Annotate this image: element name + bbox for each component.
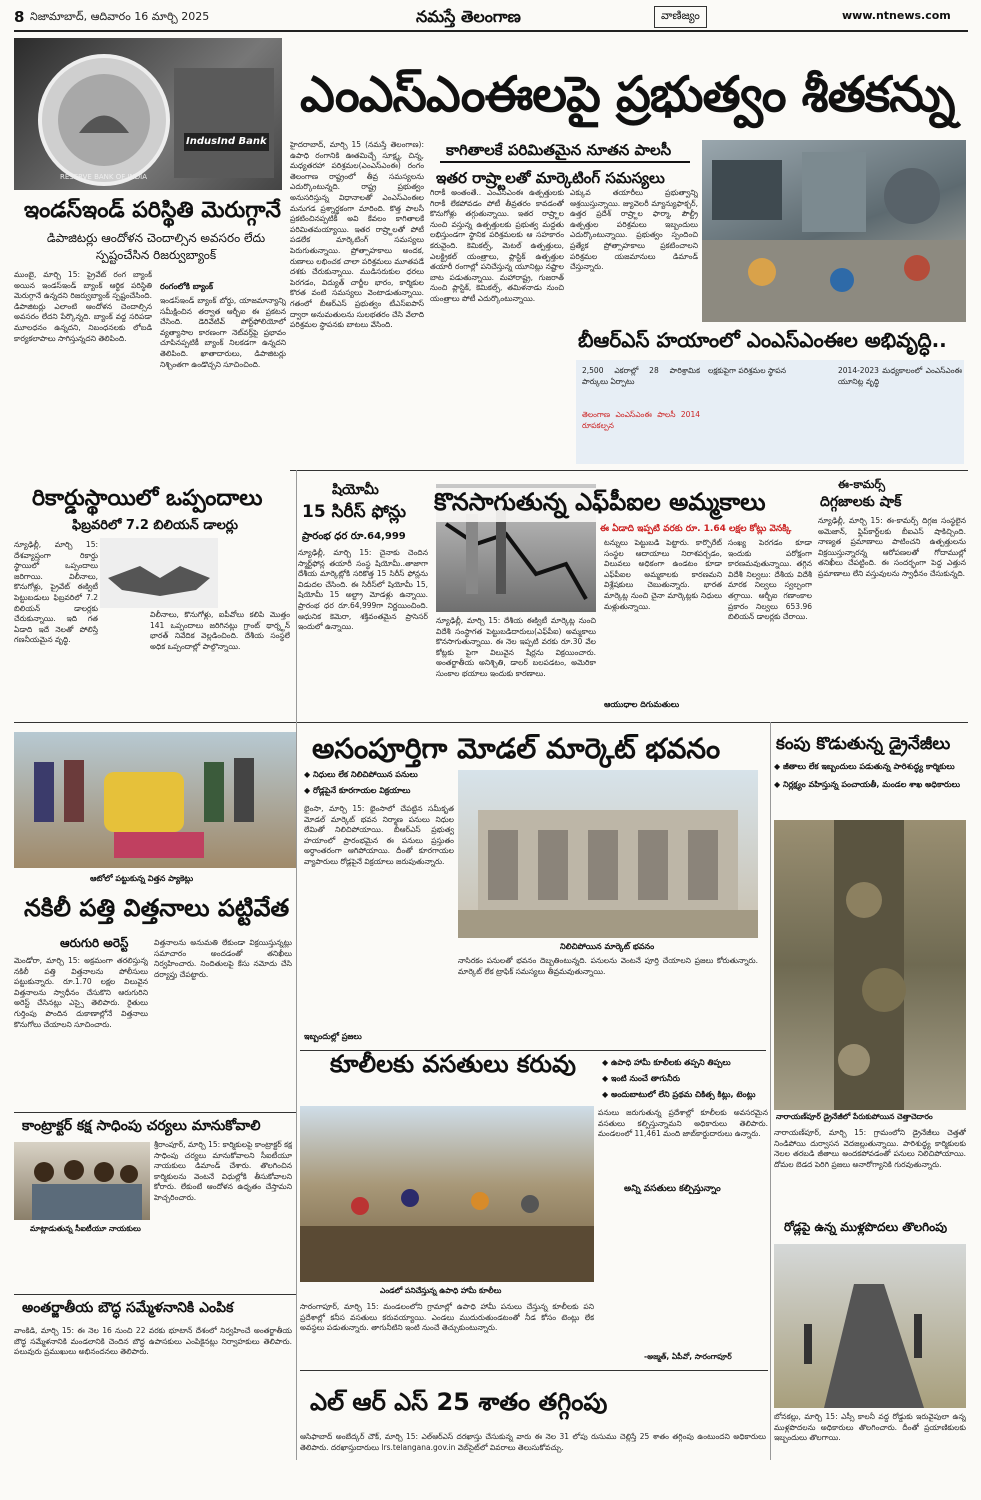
contractor-body: శ్రీరాంపూర్, మార్చి 15: కార్మికులపై కాంట్రాక్టర్ కక్ష సాధింపు చర్యలు మానుకోవాలని సీఐటీయూ నాయకులు డిమాండ్ చేశారు. తొలగించిన కార్మికులను వెంటనే విధుల్లోకి తీసుకోవాలని కోరారు. లేకుంటే ఆందోళన ఉధృతం చేస్తామని హెచ్చరించారు.: [154, 1140, 292, 1202]
fpi-body: న్యూఢిల్లీ, మార్చి 15: దేశీయ ఈక్విటీ మార్కెట్ల నుంచి విదేశీ సంస్థాగత పెట్టుబడిదారులు(ఎఫ్‌పీఐ) అమ్మకాలు కొనసాగుతున్నాయి. ఈ నెల ఇప్పటి వరకు రూ.30 వేల కోట్లకు పైగా విలువైన షేర్లను విక్రయించారు. అంతర్జాతీయ అనిశ్చితి, డాలర్ బలపడటం, అమెరికా సుంకాల భయాలు ఇందుకు కారణాలు.: [436, 616, 596, 678]
dateline: నిజామాబాద్, ఆదివారం 16 మార్చి 2025: [30, 10, 210, 23]
lead-deck-1: కాగితాలకే పరిమితమైన నూతన పాలసీ: [446, 141, 672, 159]
lead-subhead: బీఆర్ఎస్ హయాంలో ఎంఎస్ఎంఈల అభివృద్ధి..: [578, 328, 947, 352]
trade-headline: రికార్డుస్థాయిలో ఒప్పందాలు: [32, 486, 263, 511]
lead-stat-3: లక్షకుపైగా పరిశ్రమల స్థాపన: [708, 366, 787, 375]
rule-1: [290, 470, 968, 471]
indusind-sub: రంగంలోకి బ్యాంక్: [160, 282, 214, 291]
lead-deck-2: ఇతర రాష్ర్టాలతో మార్కెటింగ్ సమస్యలు: [436, 169, 665, 187]
indusind-col2: ఇండస్ఇండ్ బ్యాంక్ బోర్డు, యాజమాన్యాన్ని సమీక్షించిన తర్వాత ఆర్బీఐ ఈ ప్రకటన చేసింది. డెరివేటివ్ పోర్ట్‌ఫోలియోలో వ్యత్యాసాల కారణంగా నెట్‌వర్త్‌పై ప్రభావం చూపినప్పటికీ బ్యాంక్ నిలకడగా ఉన్నదని తెలిపింది. ఖాతాదారులు, డిపాజిటర్లు నిశ్చింతగా ఉండొచ్చని సూచించింది.: [160, 296, 286, 369]
drains-photo: [774, 820, 966, 1110]
labour-b1-text: ఉపాధి హామీ కూలీలకు తప్పని తిప్పలు: [610, 1058, 731, 1067]
labour-photo: [300, 1106, 594, 1282]
xiaomi-price: ప్రారంభ ధర రూ.64,999: [302, 531, 406, 542]
trade-body: న్యూఢిల్లీ, మార్చి 15: దేశవ్యాప్తంగా రికార్డు స్థాయిలో ఒప్పందాలు జరిగాయి. విలీనాలు, కొనుగోళ్లు, ప్రైవేట్ ఈక్విటీ పెట్టుబడులు ఫిబ్రవరిలో 7.2 బిలియన్ డాలర్లకు చేరుకున్నాయి. ఇది గత ఏడాది ఇదే నెలతో పోలిస్తే గణనీయమైన వృద్ధి.: [14, 540, 98, 645]
header-bar: [14, 30, 968, 32]
xiaomi-headline: 15 సిరీస్ ఫోన్లు: [302, 502, 407, 522]
labour-col2: పనులు జరుగుతున్న ప్రదేశాల్లో కూలీలకు అవసరమైన వసతులు కల్పిస్తున్నామని అధికారులు తెలిపారు. మండలంలో 11,461 మంది జాబ్‌కార్డుదారులు ఉన్నారు.: [598, 1108, 768, 1139]
seeds-col2: విత్తనాలను అనుమతి లేకుండా విక్రయిస్తున్నట్లు సమాచారం అందడంతో తనిఖీలు నిర్వహించారు. నిందితులపై కేసు నమోదు చేసి దర్యాప్తు చేపట్టారు.: [154, 938, 292, 979]
lead-headline: ఎంఎస్ఎంఈలపై ప్రభుత్వం శీతకన్ను: [300, 66, 955, 123]
lead-col3: ఎక్కువ తయారీలు ప్రభుత్వాన్ని ఆశ్రయిస్తున్నాయి. జ్యువెలరీ మ్యాన్యుఫాక్చర్, ఉత్తర ప్రదేశ్ రాష్ర్టాల ఫార్మా, పౌల్ట్రీ ఉత్పత్తుల పరిశ్రమలు ఇబ్బందులు ఎదుర్కొంటున్నాయి. ప్రభుత్వం స్పందించి ప్రత్యేక ప్రోత్సాహకాలు ప్రకటించాలని పరిశ్రమల యజమానులు డిమాండ్ చేస్తున్నారు.: [570, 188, 698, 272]
ecom-kicker: ఈ-కామర్స్: [838, 478, 886, 491]
drains-caption: నారాయణ్‌పూర్ డ్రైనేజీలో పేరుకుపోయిన చెత్తాచెదారం: [776, 1112, 933, 1121]
trade-deck: ఫిబ్రవరిలో 7.2 బిలియన్ డాలర్లు: [72, 518, 239, 533]
seeds-sub: ఆరుగురి అరెస్ట్: [60, 936, 129, 950]
rule-3: [14, 1112, 296, 1113]
drains-b1-text: జీతాలు లేక ఇబ్బందులు పడుతున్న పారిశుద్ధ్య కార్మికులు: [782, 762, 955, 771]
seeds-photo: [14, 732, 296, 868]
labour-b2-text: ఇంటి నుంచే తాగునీరు: [610, 1074, 681, 1083]
fpi-col3: సంఖ్య పెరగడం కూడా ఇందుకు పరోక్షంగా కారణమవుతున్నాయి. తగ్గిన విదేశీ నిల్వలు: దేశీయ విదేశీ మారక నిల్వలు స్వల్పంగా తగ్గాయి. ఆర్బీఐ గణాంకాల ప్రకారం నిల్వలు 653.96 బిలియన్ డాలర్లకు చేరాయి.: [728, 538, 812, 622]
trade-col2: విలీనాలు, కొనుగోళ్లు, ఐపీవోలు కలిపి మొత్తం 141 ఒప్పందాలు జరిగినట్లు గ్రాంట్ థార్న్టన్ భారత్ నివేదిక వెల్లడించింది. దేశీయ సంస్థలే అధిక ఒప్పందాల్లో పాల్గొన్నాయి.: [150, 610, 290, 651]
market-sub: ఇబ్బందుల్లో ప్రజలు: [304, 1032, 362, 1041]
rbi-seal-text: RESERVE BANK OF INDIA: [60, 173, 148, 181]
handshake-photo: [100, 538, 218, 608]
labour-b3-text: అందుబాటులో లేని ప్రథమ చికిత్స కిట్లు, టెంట్లు: [610, 1090, 756, 1099]
labour-b3: ◆ అందుబాటులో లేని ప్రథమ చికిత్స కిట్లు, టెంట్లు: [602, 1090, 756, 1099]
masthead: నమస్తే తెలంగాణ: [416, 7, 521, 26]
drains-b1: ◆ జీతాలు లేక ఇబ్బందులు పడుతున్న పారిశుద్ధ్య కార్మికులు: [774, 762, 955, 771]
lead-stat-2: తెలంగాణ ఎంఎస్ఎంఈ పాలసీ 2014 రూపకల్పన: [582, 410, 700, 430]
lead-stat-4: 2014-2023 మధ్యకాలంలో ఎంఎస్ఎంఈ యూనిట్ల వృద్ధి: [838, 366, 962, 386]
labour-headline: కూలీలకు వసతులు కరువు: [330, 1050, 576, 1078]
market-b1: ◆ నిధులు లేక నిలిచిపోయిన పనులు: [304, 770, 418, 779]
drains-headline: కంపు కొడుతున్న డ్రైనేజీలు: [776, 734, 951, 754]
indusind-body: ముంబై, మార్చి 15: ప్రైవేట్ రంగ బ్యాంక్ అయిన ఇండస్ఇండ్ బ్యాంక్ ఆర్థిక పరిస్థితి మెరుగ్గానే ఉన్నదని రిజర్వుబ్యాంక్ స్పష్టంచేసింది. డిపాజిటర్లు ఎలాంటి ఆందోళన చెందాల్సిన అవసరం లేదని పేర్కొన్నది. బ్యాంక్ వద్ద సరిపడా మూలధనం ఉన్నదని, నిబంధనలకు లోబడి కార్యకలాపాలు సాగిస్తున్నదని తెలిపింది.: [14, 270, 152, 343]
buddha-headline: అంతర్జాతీయ బౌద్ధ సమ్మేళనానికి ఎంపిక: [22, 1300, 234, 1316]
rule-2: [14, 722, 968, 723]
rule-6: [300, 1370, 768, 1371]
seeds-body: మెండోరా, మార్చి 15: అక్రమంగా తరలిస్తున్న నకిలీ పత్తి విత్తనాలను పోలీసులు పట్టుకున్నారు. రూ.1.70 లక్షల విలువైన విత్తనాలను స్వాధీనం చేసుకొని ఆరుగురిని అరెస్ట్ చేసినట్లు ఎస్సై తెలిపారు. రైతులు గుర్తింపు పొందిన దుకాణాల్లోనే విత్తనాలు కొనుగోలు చేయాలని సూచించారు.: [14, 956, 148, 1029]
lrs-body: ఆసిఫాబాద్ అంబేద్కర్ చౌక్, మార్చి 15: ఎల్‌ఆర్‌ఎస్ దరఖాస్తు చేసుకున్న వారు ఈ నెల 31 లోపు రుసుము చెల్లిస్తే 25 శాతం తగ్గింపు ఉంటుందని అధికారులు తెలిపారు. దరఖాస్తుదారులు lrs.telangana.gov.in వెబ్‌సైట్‌లో వివరాలు తెలుసుకోవచ్చు.: [300, 1432, 766, 1452]
market-b2: ◆ రోడ్లపైనే కూరగాయల విక్రయాలు: [304, 786, 411, 795]
lrs-headline: ఎల్ ఆర్ ఎస్ 25 శాతం తగ్గింపు: [310, 1388, 608, 1416]
labour-body: సారంగాపూర్, మార్చి 15: మండలంలోని గ్రామాల్లో ఉపాధి హామీ పనులు చేస్తున్న కూలీలకు పని ప్రదేశాల్లో కనీస వసతులు కరువయ్యాయి. ఎండలు ముదురుతుండటంతో నీడ కోసం టెంట్లు లేక అవస్థలు పడుతున్నారు. తాగునీటిని ఇంటి నుంచే తెచ్చుకుంటున్నారు.: [300, 1302, 594, 1333]
market-headline: అసంపూర్తిగా మోడల్ మార్కెట్ భవనం: [312, 732, 721, 765]
market-body: భైంసా, మార్చి 15: భైంసాలో చేపట్టిన సమీకృత మోడల్ మార్కెట్ భవన నిర్మాణ పనులు నిధుల లేమితో నిలిచిపోయాయి. బీఆర్ఎస్ ప్రభుత్వ హయాంలో ప్రారంభమైన ఈ పనులు ప్రస్తుతం అర్ధాంతరంగా ఆగిపోయాయి. దీంతో కూరగాయల వ్యాపారులు రోడ్లపైనే విక్రయాలు జరుపుతున్నారు.: [304, 804, 454, 866]
fpi-col2: టన్నులు పెట్టుబడి పెట్టారు. కార్పొరేట్ సంస్థల ఆదాయాలు నిరాశపర్చడం, విలువలు అధికంగా ఉండటం కూడా ఎఫ్‌పీఐల అమ్మకాలకు కారణమని విశ్లేషకులు చెబుతున్నారు. భారత మార్కెట్ల నుంచి చైనా మార్కెట్లకు నిధులు మళ్లుతున్నాయి.: [604, 538, 722, 611]
xiaomi-kicker: షియోమీ: [332, 482, 379, 498]
lead-col2: గిరాకీ అంతంతే.. ఎంఎస్ఎంఈ ఉత్పత్తులకు గిరాకీ లేకపోవడం పోటీ తీవ్రతరం కావడంతో కొనుగోళ్లు తగ్గుతున్నాయి. ఇతర రాష్ర్టాల నుంచి వస్తున్న ఉత్పత్తులకు ప్రభుత్వ మద్దతు లభిస్తుండగా స్థానిక పరిశ్రమలకు ఆ సహకారం కరువైంది. కెమికల్స్, మెటల్ ఉత్పత్తులు, ఎలక్ట్రికల్ యంత్రాలు, ప్లాస్టిక్ ఉత్పత్తుల తయారీ రంగాల్లో పనిచేస్తున్న యూనిట్లు నష్టాల బాట పడుతున్నాయి. మహారాష్ట్ర, గుజరాత్ నుంచి ప్లాస్టిక్, కెమికల్స్, తమిళనాడు నుంచి యంత్రాలు పోటీ ఎదుర్కొంటున్నాయి.: [430, 188, 564, 303]
labour-sub: అన్ని వసతులు కల్పిస్తున్నాం: [624, 1184, 721, 1194]
rule-4: [14, 1294, 296, 1295]
lead-body: హైదరాబాద్, మార్చి 15 (నమస్తే తెలంగాణ): ఉపాధి రంగానికి ఊతమిచ్చే సూక్ష్మ, చిన్న, మధ్యతరహా పరిశ్రమల(ఎంఎస్ఎంఈ) రంగం తెలంగాణ రాష్ట్రంలో తీవ్ర సమస్యలను ఎదుర్కొంటున్నది. రాష్ట్ర ప్రభుత్వం అనుసరిస్తున్న విధానాలతో ఎంఎస్ఎంఈల మనుగడ ప్రశ్నార్థకంగా మారింది. కొత్త పాలసీ ప్రకటించినప్పటికీ అవి కేవలం కాగితాలకే పరిమితమయ్యాయి. ఇతర రాష్ర్టాలతో పోటీ పడలేక మార్కెటింగ్ సమస్యలు పెరుగుతున్నాయి. ప్రోత్సాహకాలు అందక, రుణాలు లభించక చాలా పరిశ్రమలు మూతపడే దశకు చేరుకున్నాయి. ముడిసరుకుల ధరలు పెరగడం, విద్యుత్ చార్జీల భారం, కార్మికుల కొరత వంటి సమస్యలు వెంటాడుతున్నాయి. గతంలో బీఆర్ఎస్ ప్రభుత్వం టీఎస్ఐపాస్ ద్వారా అనుమతులను సులభతరం చేసి వేలాది పరిశ్రమల స్థాపనకు బాటలు వేసింది.: [290, 140, 424, 330]
section-tag: వాణిజ్యం: [654, 6, 707, 28]
website: www.ntnews.com: [842, 9, 951, 22]
drains-sub: రోడ్లపై ఉన్న ముళ్లపొదలు తొలగింపు: [784, 1220, 948, 1234]
market-caption: నిలిచిపోయిన మార్కెట్ భవనం: [560, 942, 655, 951]
market-photo: [458, 770, 758, 938]
ecom-body: న్యూఢిల్లీ, మార్చి 15: ఈ-కామర్స్ దిగ్గజ సంస్థలైన అమెజాన్, ఫ్లిప్‌కార్ట్‌లకు బీఐఎస్ షాకిచ్చింది. నాణ్యత ప్రమాణాలు పాటించని ఉత్పత్తులను విక్రయిస్తున్నారన్న ఆరోపణలతో గోదాముల్లో తనిఖీలు చేపట్టింది. ఈ సందర్భంగా పెద్ద ఎత్తున ప్రమాణాలు లేని వస్తువులను స్వాధీనం చేసుకున్నది.: [818, 516, 966, 578]
labour-credit: -అజ్మత్, ఏపీవో, సారంగాపూర్: [644, 1352, 732, 1361]
fpi-headline: కొనసాగుతున్న ఎఫ్‌పీఐల అమ్మకాలు: [434, 488, 766, 522]
contractor-headline: కాంట్రాక్టర్ కక్ష సాధింపు చర్యలు మానుకోవాలి: [22, 1118, 261, 1134]
rbi-indusind-photo: [14, 38, 282, 190]
seeds-headline: నకిలీ పత్తి విత్తనాలు పట్టివేత: [24, 894, 290, 922]
rbi-seal-graphic: [14, 38, 282, 190]
col-rule-1: [296, 470, 297, 1460]
road-photo: [774, 1244, 966, 1408]
factory-photo: [702, 140, 966, 322]
buddha-body: వాంకిడి, మార్చి 15: ఈ నెల 16 నుంచి 22 వరకు భూటాన్ దేశంలో నిర్వహించే అంతర్జాతీయ బౌద్ధ సమ్మేళనానికి మండలానికి చెందిన బౌద్ధ ఉపాసకులు ఎంపికైనట్లు నిర్వాహకులు తెలిపారు. పలువురు ప్రముఖులు అభినందనలు తెలిపారు.: [14, 1326, 292, 1357]
labour-b2: ◆ ఇంటి నుంచే తాగునీరు: [602, 1074, 681, 1083]
lead-deck-1-underline: [440, 161, 690, 163]
indusind-deck: డిపాజిటర్లు ఆందోళన చెందాల్సిన అవసరం లేదు స్పష్టంచేసిన రిజర్వుబ్యాంక్: [46, 231, 266, 262]
ecom-headline: దిగ్గజాలకు షాక్: [820, 494, 902, 510]
drains-col2: బోనకల్లు, మార్చి 15: ఎస్సీ కాలనీ వద్ద రోడ్డుకు ఇరువైపులా ఉన్న ముళ్లపొదలను అధికారులు తొలగించారు. దీంతో ప్రయాణికులకు ఇబ్బందులు తొలగాయి.: [774, 1412, 966, 1443]
contractor-photo: [14, 1142, 150, 1220]
labour-b1: ◆ ఉపాధి హామీ కూలీలకు తప్పని తిప్పలు: [602, 1058, 731, 1067]
indusind-sign: IndusInd Bank: [186, 136, 267, 147]
fpi-deck: ఈ ఏడాది ఇప్పటి వరకు రూ. 1.64 లక్షల కోట్లు వెనక్కి: [600, 524, 792, 534]
drains-b2: ◆ నిర్లక్ష్యం వహిస్తున్న పంచాయతీ, మండల శాఖ అధికారులు: [774, 780, 960, 789]
lead-stat-1: 2,500 ఎకరాల్లో 28 పారిశ్రామిక పార్కులు ఏర్పాటు: [582, 366, 700, 386]
market-b2-text: రోడ్లపైనే కూరగాయల విక్రయాలు: [312, 786, 411, 795]
seeds-caption: ఆటోలో పట్టుకున్న విత్తన ప్యాకెట్లు: [90, 874, 194, 883]
labour-caption: ఎండలో పనిచేస్తున్న ఉపాధి హామీ కూలీలు: [380, 1286, 502, 1295]
contractor-caption: మాట్లాడుతున్న సీఐటీయూ నాయకులు: [30, 1224, 141, 1233]
page-number: 8: [14, 8, 25, 26]
indusind-headline: ఇండస్ఇండ్ పరిస్థితి మెరుగ్గానే: [24, 198, 281, 223]
col-rule-2: [770, 722, 771, 1460]
xiaomi-body: న్యూఢిల్లీ, మార్చి 15: చైనాకు చెందిన స్మార్ట్‌ఫోన్ల తయారీ సంస్థ షియోమీ..తాజాగా దేశీయ మార్కెట్లోకి సరికొత్త 15 సిరీస్ ఫోన్లను విడుదల చేసింది. ఈ సిరీస్‌లో షియోమీ 15, షియోమీ 15 అల్ట్రా మోడళ్లు ఉన్నాయి. ప్రారంభ ధర రూ.64,999గా నిర్ణయించింది. ఆధునిక కెమెరా, శక్తివంతమైన ప్రాసెసర్ ఇందులో ఉన్నాయి.: [298, 548, 428, 632]
market-col2: నాసిరకం పనులతో భవనం దెబ్బతింటున్నది. పనులను వెంటనే పూర్తి చేయాలని ప్రజలు కోరుతున్నారు. మార్కెట్ లేక ట్రాఫిక్ సమస్యలు తీవ్రమవుతున్నాయి.: [458, 956, 758, 976]
market-b1-text: నిధులు లేక నిలిచిపోయిన పనులు: [312, 770, 418, 779]
drains-b2-text: నిర్లక్ష్యం వహిస్తున్న పంచాయతీ, మండల శాఖ అధికారులు: [782, 780, 960, 789]
drains-body: నారాయణ్‌పూర్, మార్చి 15: గ్రామంలోని డ్రైనేజీలు చెత్తతో నిండిపోయి దుర్వాసన వెదజల్లుతున్నాయి. పారిశుద్ధ్య కార్మికులకు నెలల తరబడి జీతాలు అందకపోవడంతో పనులు నిలిచిపోయాయి. దోమల బెడద పెరిగి ప్రజలు అనారోగ్యానికి గురవుతున్నారు.: [774, 1128, 966, 1169]
fpi-sub: ఆయుధాల దిగుమతులు: [604, 700, 680, 709]
